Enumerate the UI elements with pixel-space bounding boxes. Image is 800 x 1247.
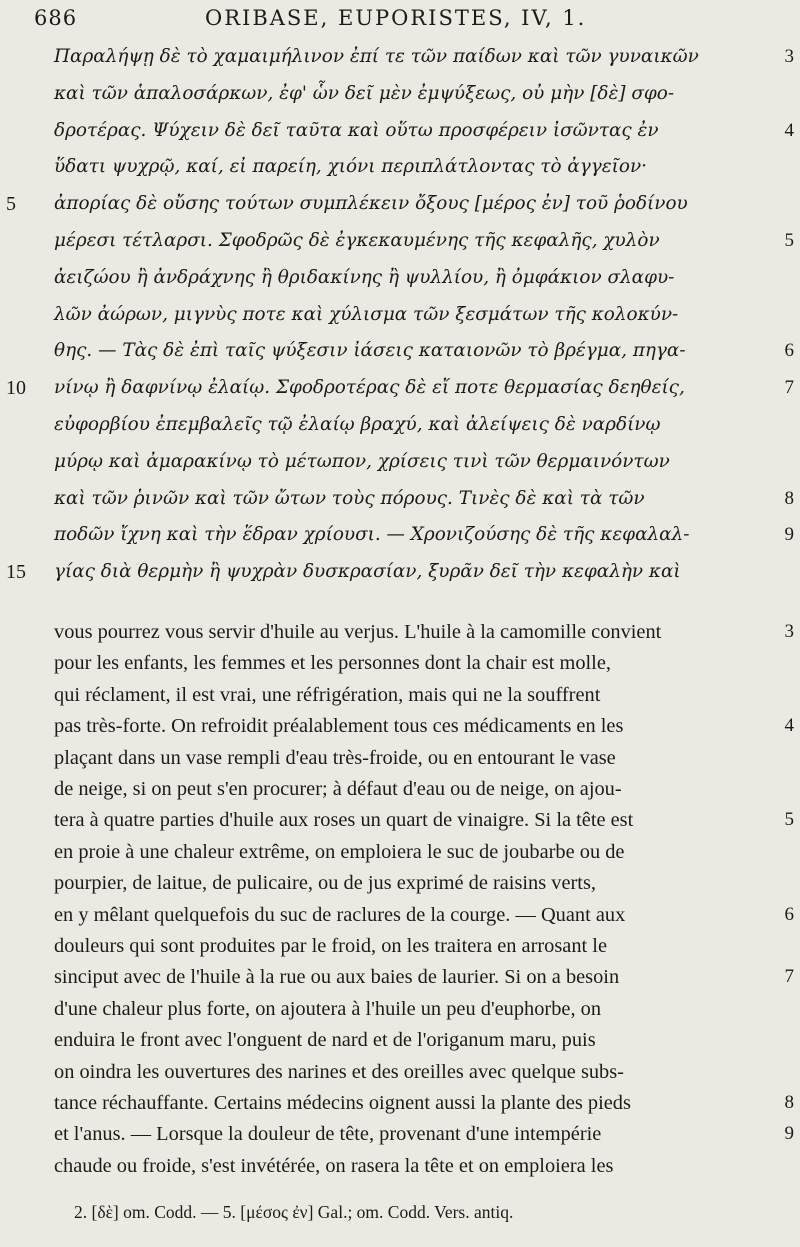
greek-line — [0, 46, 800, 76]
french-line — [0, 778, 800, 808]
greek-line — [0, 156, 800, 186]
french-line-text: pas très-forte. On refroidit préalablement tous ces médicaments en les — [54, 715, 624, 738]
french-line — [0, 1092, 800, 1122]
greek-line — [0, 377, 800, 407]
french-line — [0, 904, 800, 934]
french-line — [0, 747, 800, 777]
greek-line — [0, 230, 800, 260]
greek-line-text: εὐφορβίου ἐπεμβαλεῖς τῷ ἐλαίῳ βραχύ, καὶ ἀλείψεις δὲ ναρδίνῳ — [54, 414, 661, 435]
running-title: ORIBASE, EUPORISTES, IV, 1. — [205, 6, 587, 30]
french-line — [0, 935, 800, 965]
section-number-right: 3 — [784, 621, 794, 642]
greek-line — [0, 193, 800, 223]
line-number-left: 15 — [6, 561, 26, 584]
greek-line-text: μέρεσι τέτλαρσι. Σφοδρῶς δὲ ἐγκεκαυμένης τῆς κεφαλῆς, χυλὸν — [54, 230, 660, 251]
greek-line-text: θης. — Τὰς δὲ ἐπὶ ταῖς ψύξεσιν ἰάσεις καταιονῶν τὸ βρέγμα, πηγα- — [54, 340, 686, 362]
french-line-text: douleurs qui sont produites par le froid, on les traitera en arrosant le — [54, 935, 608, 957]
page-header — [0, 6, 800, 36]
french-line — [0, 1029, 800, 1059]
greek-line-text: ποδῶν ἴχνη καὶ τὴν ἕδραν χρίουσι. — Χρονιζούσης δὲ τῆς κεφαλαλ- — [54, 524, 690, 546]
french-line-text: de neige, si on peut s'en procurer; à défaut d'eau ou de neige, on ajou- — [54, 778, 622, 800]
french-line-text: tera à quatre parties d'huile aux roses un quart de vinaigre. Si la tête est — [54, 809, 634, 832]
greek-line-text: ὕδατι ψυχρῷ, καί, εἰ παρείη, χιόνι περιπλάτλοντας τὸ ἀγγεῖον· — [54, 156, 647, 178]
section-number-right: 4 — [784, 119, 794, 141]
french-line-text: tance réchauffante. Certains médecins oignent aussi la plante des pieds — [54, 1092, 631, 1114]
greek-line — [0, 414, 800, 444]
french-line — [0, 621, 800, 651]
greek-line-text: γίας διὰ θερμὴν ἢ ψυχρὰν δυσκρασίαν, ξυρᾶν δεῖ τὴν κεφαλὴν καὶ — [54, 561, 681, 583]
greek-line-text: λῶν ἀώρων, μιγνὺς ποτε καὶ χύλισμα τῶν ξεσμάτων τῆς κολοκύν- — [54, 303, 679, 325]
french-line — [0, 809, 800, 839]
greek-line — [0, 524, 800, 554]
greek-line — [0, 267, 800, 297]
greek-line-text: ἀπορίας δὲ οὔσης τούτων συμπλέκειν ὄξους [μέρος ἐν] τοῦ ῥοδίνου — [54, 193, 688, 215]
section-number-right: 9 — [784, 524, 794, 546]
french-line-text: sinciput avec de l'huile à la rue ou aux baies de laurier. Si on a besoin — [54, 966, 620, 989]
line-number-left: 10 — [6, 377, 26, 400]
section-number-right: 4 — [784, 715, 794, 737]
greek-line — [0, 120, 800, 150]
french-line-text: enduira le front avec l'onguent de nard et de l'origanum maru, puis — [54, 1029, 596, 1052]
french-line-text: pourpier, de laitue, de pulicaire, ou de jus exprimé de raisins verts, — [54, 872, 596, 895]
french-line-text: vous pourrez vous servir d'huile au verjus. L'huile à la camomille convient — [54, 621, 662, 643]
section-number-right: 6 — [784, 340, 794, 362]
section-number-right: 8 — [784, 1092, 794, 1113]
french-line — [0, 841, 800, 871]
greek-line — [0, 83, 800, 113]
french-line — [0, 1123, 800, 1153]
section-number-right: 5 — [784, 809, 794, 831]
section-number-right: 5 — [784, 230, 794, 251]
french-line-text: on oindra les ouvertures des narines et des oreilles avec quelque subs- — [54, 1060, 624, 1083]
greek-line — [0, 304, 800, 334]
page-number: 686 — [34, 6, 78, 30]
section-number-right: 3 — [784, 46, 794, 67]
greek-line — [0, 561, 800, 591]
greek-line — [0, 488, 800, 518]
greek-line-text: μύρῳ καὶ ἀμαρακίνῳ τὸ μέτωπον, χρίσεις τινὶ τῶν θερμαινόντων — [54, 450, 670, 472]
greek-line — [0, 451, 800, 481]
french-line — [0, 872, 800, 902]
greek-line-text: νίνῳ ἢ δαφνίνῳ ἐλαίῳ. Σφοδροτέρας δὲ εἴ ποτε θερμασίας δεηθείς, — [54, 377, 685, 399]
greek-line-text: καὶ τῶν ἁπαλοσάρκων, ἐφ' ὧν δεῖ μὲν ἐμψύξεως, οὐ μὴν [δὲ] σφο- — [54, 82, 675, 104]
section-number-right: 9 — [784, 1123, 794, 1145]
section-number-right: 6 — [784, 903, 794, 925]
french-line — [0, 998, 800, 1028]
line-number-left: 5 — [6, 193, 16, 216]
french-line-text: d'une chaleur plus forte, on ajoutera à l'huile un peu d'euphorbe, on — [54, 997, 602, 1020]
greek-line — [0, 340, 800, 370]
section-number-right: 8 — [784, 487, 794, 509]
french-line-text: pour les enfants, les femmes et les personnes dont la chair est molle, — [54, 652, 611, 675]
section-number-right: 7 — [784, 966, 794, 988]
greek-line-text: Παραλήψῃ δὲ τὸ χαμαιμήλινον ἐπί τε τῶν παίδων καὶ τῶν γυναικῶν — [54, 46, 699, 67]
french-line — [0, 1061, 800, 1091]
french-line — [0, 715, 800, 745]
french-line — [0, 684, 800, 714]
french-line-text: en y mêlant quelquefois du suc de raclures de la courge. — Quant aux — [54, 903, 626, 926]
french-line-text: en proie à une chaleur extrême, on emploiera le suc de joubarbe ou de — [54, 840, 625, 863]
french-line — [0, 966, 800, 996]
french-line-text: qui réclament, il est vrai, une réfrigération, mais qui ne la souffrent — [54, 683, 601, 706]
greek-line-text: δροτέρας. Ψύχειν δὲ δεῖ ταῦτα καὶ οὕτω προσφέρειν ἰσῶντας ἐν — [54, 119, 659, 141]
french-line-text: plaçant dans un vase rempli d'eau très-froide, ou en entourant le vase — [54, 746, 616, 769]
greek-line-text: καὶ τῶν ῥινῶν καὶ τῶν ὤτων τοὺς πόρους. Τινὲς δὲ καὶ τὰ τῶν — [54, 487, 645, 509]
french-line-text: chaude ou froide, s'est invétérée, on rasera la tête et on emploiera les — [54, 1154, 614, 1177]
french-line — [0, 1155, 800, 1185]
french-line — [0, 652, 800, 682]
footnote: 2. [δὲ] om. Codd. — 5. [μέσος ἐν] Gal.; om. Codd. Vers. antiq. — [74, 1202, 514, 1222]
french-line-text: et l'anus. — Lorsque la douleur de tête, provenant d'une intempérie — [54, 1123, 602, 1146]
section-number-right: 7 — [784, 377, 794, 399]
greek-line-text: ἀειζώου ἢ ἀνδράχνης ἢ θριδακίνης ἢ ψυλλίου, ἢ ὀμφάκιον σλαφυ- — [54, 266, 675, 288]
